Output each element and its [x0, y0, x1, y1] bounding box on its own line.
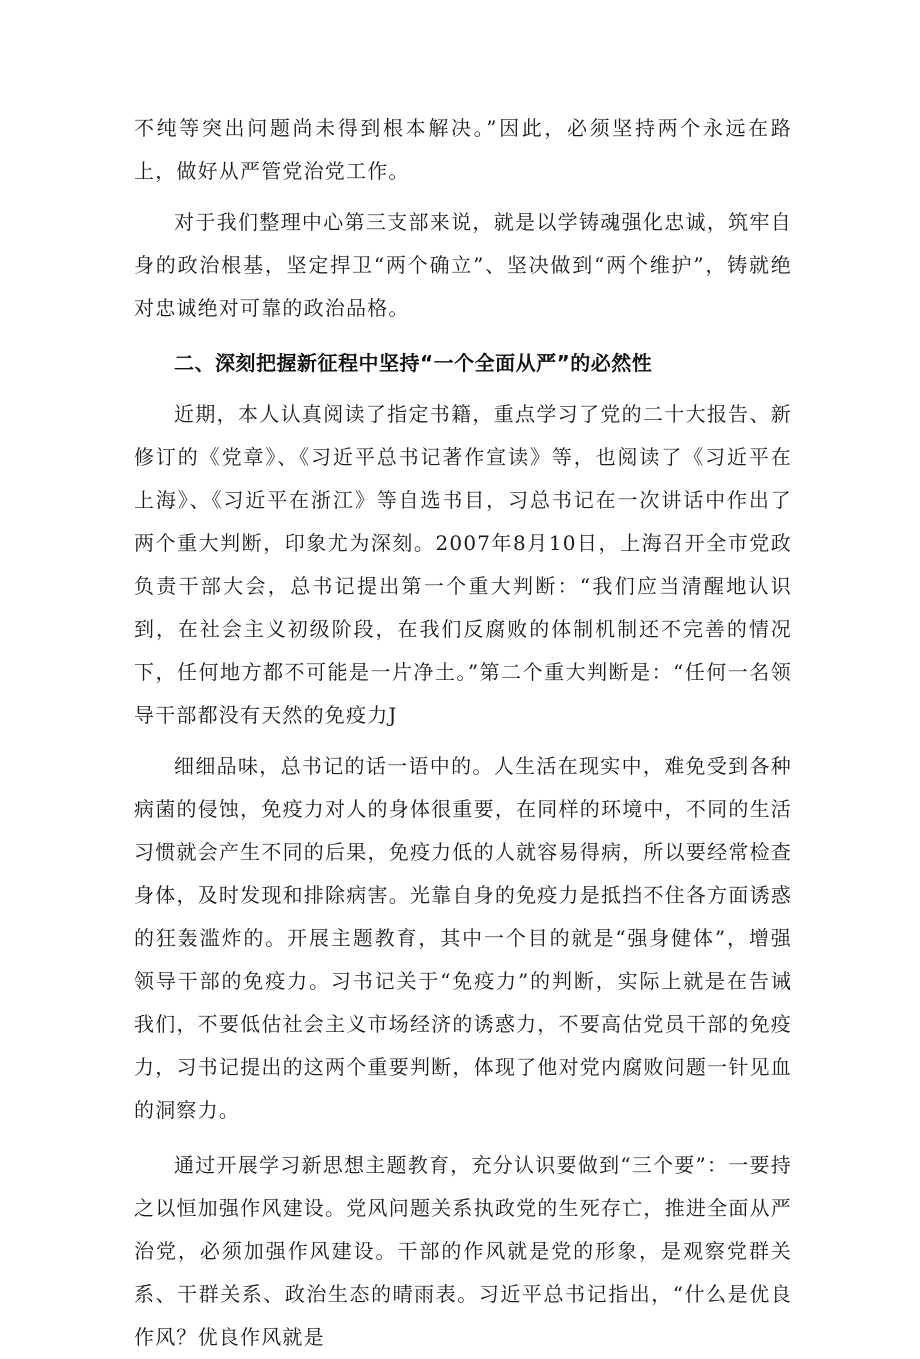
paragraph-immunity-reflection: 细细品味，总书记的话一语中的。人生活在现实中，难免受到各种病菌的侵蚀，免疫力对人的身体很重要，在同样的环境中，不同的生活习惯就会产生不同的后果，免疫力低的人就容易得病，所以要经常检查身体，及时发现和排除病害。光靠自身的免疫力是抵挡不住各方面诱惑的狂轰滥炸的。开展主题教育，其中一个目的就是“强身健体”，增强领导干部的免疫力。习书记关于“免疫力”的判断，实际上就是在告诫我们，不要低估社会主义市场经济的诱惑力，不要高估党员干部的免疫力，习书记提出的这两个重要判断，体现了他对党内腐败问题一针见血的洞察力。 [134, 754, 792, 1122]
paragraph-continuation: 不纯等突出问题尚未得到根本解决。”因此，必须坚持两个永远在路上，做好从严管党治党工作。 [134, 116, 792, 183]
paragraph-reading-notes: 近期，本人认真阅读了指定书籍，重点学习了党的二十大报告、新修订的《党章》、《习近平总书记著作宣读》等，也阅读了《习近平在上海》、《习近平在浙江》等自选书目，习总书记在一次讲话中作出了两个重大判断，印象尤为深刻。2007年8月10日，上海召开全市党政负责干部大会，总书记提出第一个重大判断：“我们应当清醒地认识到，在社会主义初级阶段，在我们反腐败的体制机制还不完善的情况下，任何地方都不可能是一片净土。”第二个重大判断是：“任何一名领导干部都没有天然的免疫力J [134, 402, 792, 727]
document-body [134, 107, 792, 1359]
paragraph-three-requirements: 通过开展学习新思想主题教育，充分认识要做到“三个要”：一要持之以恒加强作风建设。党风问题关系执政党的生死存亡，推进全面从严治党，必须加强作风建设。干部的作风就是党的形象，是观察党群关系、干群关系、政治生态的晴雨表。习近平总书记指出，“什么是优良作风？优良作风就是 [134, 1153, 792, 1349]
paragraph-branch-duty: 对于我们整理中心第三支部来说，就是以学铸魂强化忠诚，筑牢自身的政治根基，坚定捍卫“两个确立”、坚决做到“两个维护”，铸就绝对忠诚绝对可靠的政治品格。 [134, 210, 792, 320]
section-heading: 二、深刻把握新征程中坚持“一个全面从严”的必然性 [174, 351, 653, 375]
